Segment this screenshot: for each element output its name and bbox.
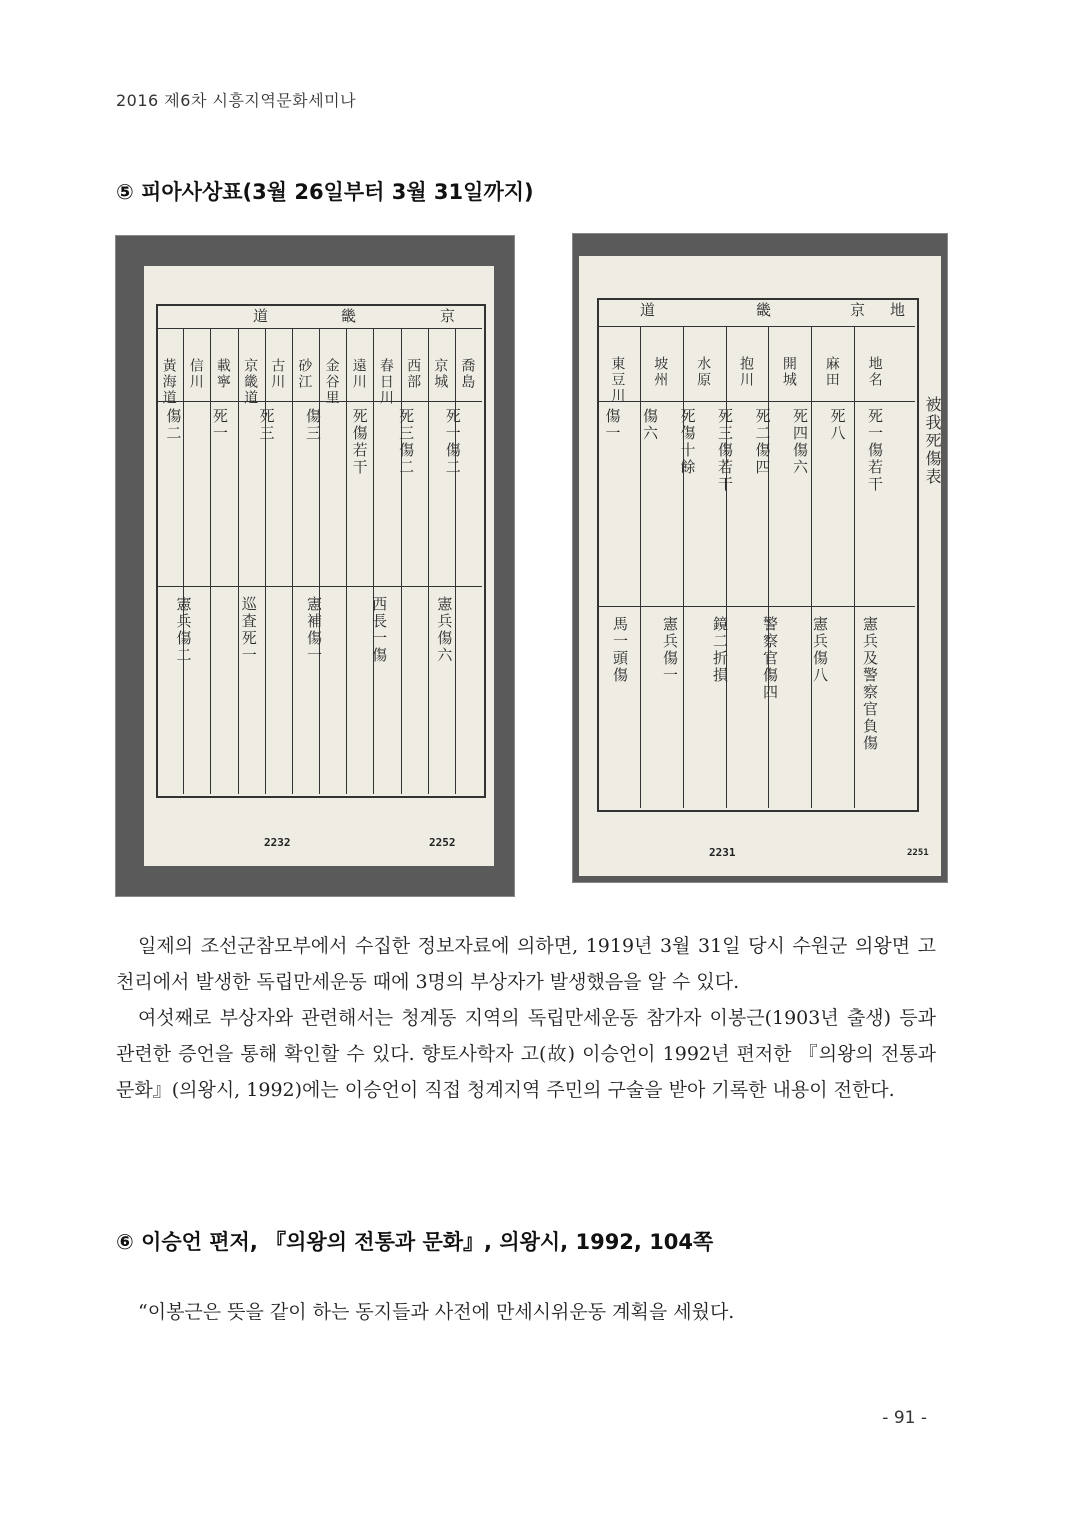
scan-column-rule xyxy=(854,326,855,808)
scan-column-rule xyxy=(683,326,684,808)
scan-column-rule xyxy=(811,326,812,808)
header-cell: 道 xyxy=(638,302,656,319)
header-cell: 畿 xyxy=(339,308,357,325)
body-paragraphs xyxy=(116,928,936,1108)
scan-lower-entry: 憲兵及警察官負傷 xyxy=(861,616,879,752)
scan-column-rule xyxy=(346,328,347,794)
scan-entry: 死二傷四 xyxy=(753,408,772,476)
scan-column-label: 喬島 xyxy=(459,358,476,390)
scan-column-rule xyxy=(401,328,402,794)
scan-column-label: 遠川 xyxy=(350,358,367,390)
scanned-document-left xyxy=(115,235,515,897)
scan-column-rule xyxy=(428,328,429,794)
scanned-document-right xyxy=(572,233,948,883)
header-cell: 道 xyxy=(251,308,269,325)
scan-column-label: 春日川 xyxy=(377,358,394,406)
header-cell: 京 xyxy=(438,308,456,325)
scan-entry: 死一傷若干 xyxy=(866,408,884,493)
paragraph: 여섯째로 부상자와 관련해서는 청계동 지역의 독립만세운동 참가자 이봉근(1903년 출생) 등과 관련한 증언을 통해 확인할 수 있다. 향토사학자 고(故) 이승언이 1992년 편저한 『의왕의 전통과 문화』(의왕시, 1992)에는 이승언이 직접 청계지역 주민의 구술을 받아 기록한 내용이 전한다. xyxy=(116,1007,936,1101)
section-title-5: ⑤ 피아사상표(3월 26일부터 3월 31일까지) xyxy=(116,180,534,204)
scan-column-label: 古川 xyxy=(269,358,286,390)
scan-entry: 傷一 xyxy=(603,408,622,442)
scan-column-label: 東豆川 xyxy=(609,356,626,404)
scan-caption-left: 2231 xyxy=(709,846,736,859)
scan-column-label: 黃海道 xyxy=(160,358,177,406)
scan-lower-entry: 憲兵傷八 xyxy=(811,616,829,684)
scan-column-rule xyxy=(726,326,727,808)
scan-lower-entry: 西長一傷 xyxy=(370,596,389,664)
scan-caption-left: 2232 xyxy=(264,836,291,849)
scan-lower-entry: 巡査死一 xyxy=(239,596,258,664)
scan-column-rule xyxy=(210,328,211,794)
scan-lower-entry: 憲兵傷二 xyxy=(174,596,193,664)
scan-column-rule xyxy=(455,328,456,794)
scan-entry: 死八 xyxy=(828,408,847,442)
scan-entry: 死三傷二 xyxy=(397,408,416,476)
scan-column-rule xyxy=(768,326,769,808)
scan-entry: 傷二 xyxy=(164,408,183,442)
quote-paragraph xyxy=(116,1294,936,1330)
scan-column-label: 水原 xyxy=(695,356,712,388)
running-header: 2016 제6차 시흥지역문화세미나 xyxy=(116,91,357,110)
scan-entry: 死傷十餘 xyxy=(678,408,697,476)
scan-rule xyxy=(597,606,915,607)
scan-column-label: 金谷里 xyxy=(323,358,340,406)
scan-lower-entry: 憲兵傷一 xyxy=(661,616,679,684)
scan-entry: 傷六 xyxy=(641,408,659,442)
scan-lower-entry: 憲補傷一 xyxy=(304,596,323,664)
scan-entry: 死三傷若干 xyxy=(716,408,734,493)
scan-column-rule xyxy=(265,328,266,794)
table-side-title: 被我死傷表 xyxy=(923,396,942,486)
header-cell: 京 xyxy=(848,302,866,319)
scan-column-label: 京畿道 xyxy=(242,358,259,406)
paragraph: 일제의 조선군참모부에서 수집한 정보자료에 의하면, 1919년 3월 31일 당시 수원군 의왕면 고천리에서 발생한 독립만세운동 때에 3명의 부상자가 발생했음을 알 수 있다. xyxy=(116,935,936,993)
scan-lower-entry: 鏡二折損 xyxy=(711,616,729,684)
scan-column-label: 開城 xyxy=(780,356,797,388)
scan-column-rule xyxy=(373,328,374,794)
scan-paper xyxy=(144,266,494,866)
scan-column-label: 麻田 xyxy=(823,356,840,388)
scan-rule xyxy=(597,401,915,402)
quote-text: “이봉근은 뜻을 같이 하는 동지들과 사전에 만세시위운동 계획을 세웠다. xyxy=(138,1301,735,1323)
page-number: - 91 - xyxy=(882,1408,927,1428)
scan-lower-entry: 馬一頭傷 xyxy=(611,616,629,684)
scan-lower-entry: 憲兵傷六 xyxy=(435,596,454,664)
scan-column-label: 京城 xyxy=(432,358,449,390)
scan-column-rule xyxy=(183,328,184,794)
scan-column-rule xyxy=(292,328,293,794)
scan-entry: 死傷若干 xyxy=(350,408,369,476)
scan-lower-entry: 警察官傷四 xyxy=(761,616,779,701)
scan-entry: 死四傷六 xyxy=(791,408,809,476)
scan-column-label: 砂江 xyxy=(296,358,313,390)
scan-caption-right: 2252 xyxy=(429,836,456,849)
scan-rule xyxy=(597,326,915,327)
scan-column-label: 西部 xyxy=(405,358,422,390)
scan-entry: 死一 xyxy=(210,408,229,442)
section-title-6: ⑥ 이승언 편저, 『의왕의 전통과 문화』, 의왕시, 1992, 104쪽 xyxy=(116,1230,714,1254)
scan-entry: 死三 xyxy=(257,408,276,442)
header-cell: 地 xyxy=(888,302,906,319)
scan-column-label: 坡州 xyxy=(652,356,669,388)
scan-column-rule xyxy=(238,328,239,794)
header-cell: 畿 xyxy=(754,302,772,319)
scan-column-label: 地名 xyxy=(866,356,883,388)
scan-column-rule xyxy=(319,328,320,794)
scan-column-label: 載寧 xyxy=(214,358,231,390)
scan-entry: 傷三 xyxy=(304,408,323,442)
scan-column-label: 抱川 xyxy=(738,356,754,388)
scan-entry: 死一傷二 xyxy=(443,408,462,476)
scan-column-rule xyxy=(640,326,641,808)
scan-caption-right: 2251 xyxy=(907,848,929,858)
scan-column-label: 信川 xyxy=(187,358,204,390)
scan-paper xyxy=(579,256,941,876)
